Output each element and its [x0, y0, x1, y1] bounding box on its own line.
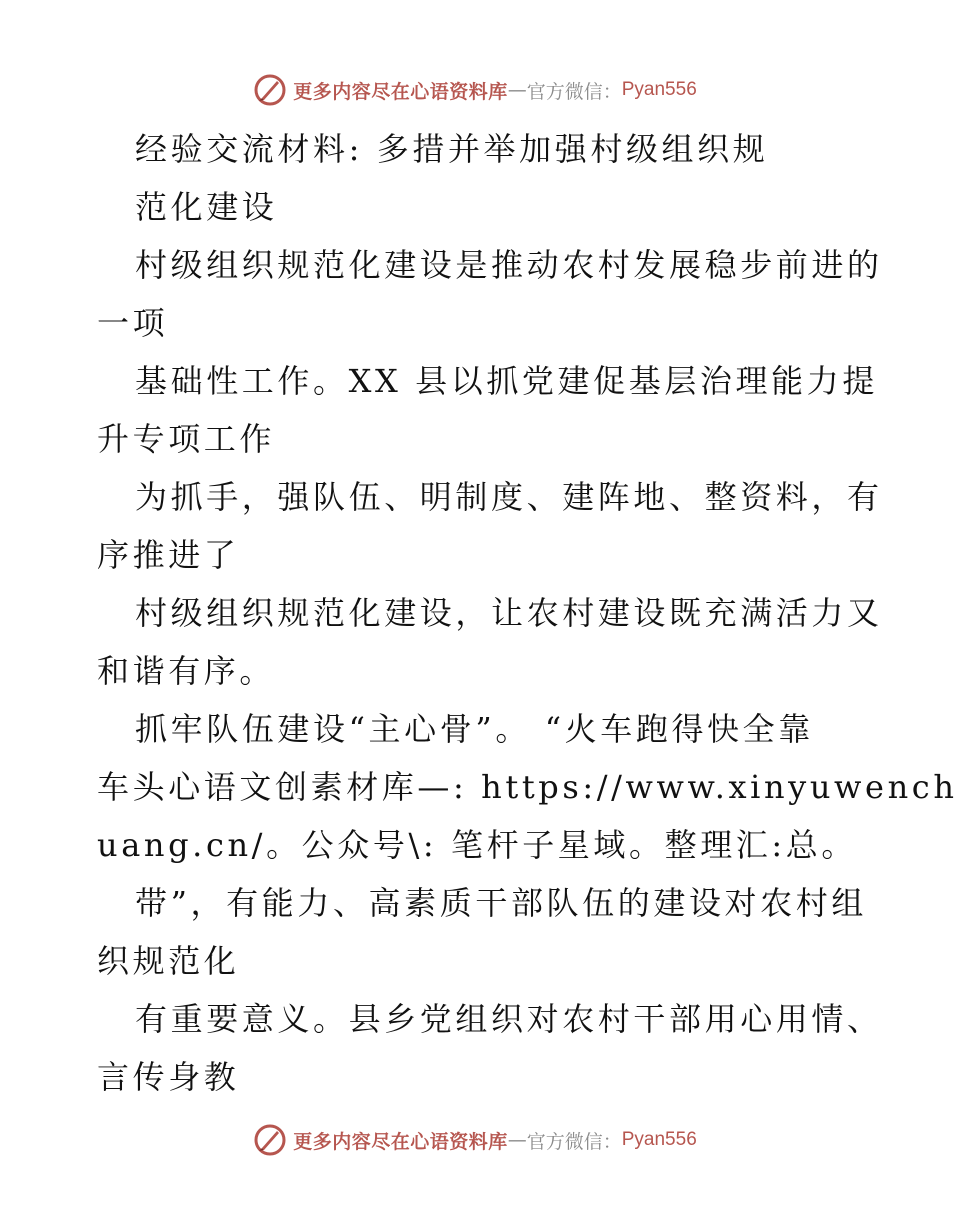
text-line: 序推进了	[97, 536, 240, 574]
text-line: 经验交流材料: 多措并举加强村级组织规	[135, 130, 769, 168]
text-line: 范化建设	[135, 188, 278, 226]
text-line: 和谐有序。	[97, 652, 276, 690]
text-line: 一项	[97, 304, 169, 342]
text-line: uang.cn/。公众号\: 笔杆子星域。整理汇:总。	[97, 826, 857, 864]
text-line: 有重要意义。县乡党组织对农村干部用心用情、	[135, 1000, 883, 1038]
watermark-contact-id: Pyan556	[621, 1129, 697, 1150]
text-line: 言传身教	[97, 1058, 240, 1096]
text-line: 织规范化	[97, 942, 240, 980]
watermark-separator: —	[507, 79, 527, 101]
text-line: 升专项工作	[97, 420, 276, 458]
watermark-contact-id: Pyan556	[621, 79, 697, 100]
watermark-contact-label: 官方微信：	[526, 80, 622, 103]
text-line: 抓牢队伍建设“主心骨”。 “火车跑得快全靠	[135, 710, 814, 748]
footer-watermark	[0, 1120, 950, 1160]
header-watermark	[0, 70, 950, 110]
quill-logo-icon	[253, 73, 287, 107]
text-line: 村级组织规范化建设是推动农村发展稳步前进的	[135, 246, 883, 284]
text-line: 基础性工作。XX 县以抓党建促基层治理能力提	[135, 362, 878, 400]
text-line: 为抓手，强队伍、明制度、建阵地、整资料，有	[135, 478, 883, 516]
watermark-separator: —	[507, 1129, 527, 1151]
text-line: 村级组织规范化建设，让农村建设既充满活力又	[135, 594, 883, 632]
quill-logo-icon	[253, 1123, 287, 1157]
watermark-brand: 更多内容尽在心语资料库	[293, 1130, 508, 1153]
watermark-brand: 更多内容尽在心语资料库	[293, 80, 508, 103]
watermark-contact-label: 官方微信：	[526, 1130, 622, 1153]
text-line: 车头心语文创素材库—: https://www.xinyuwench	[97, 768, 958, 806]
document-body	[97, 120, 958, 1106]
text-line: 带”，有能力、高素质干部队伍的建设对农村组	[135, 884, 867, 922]
